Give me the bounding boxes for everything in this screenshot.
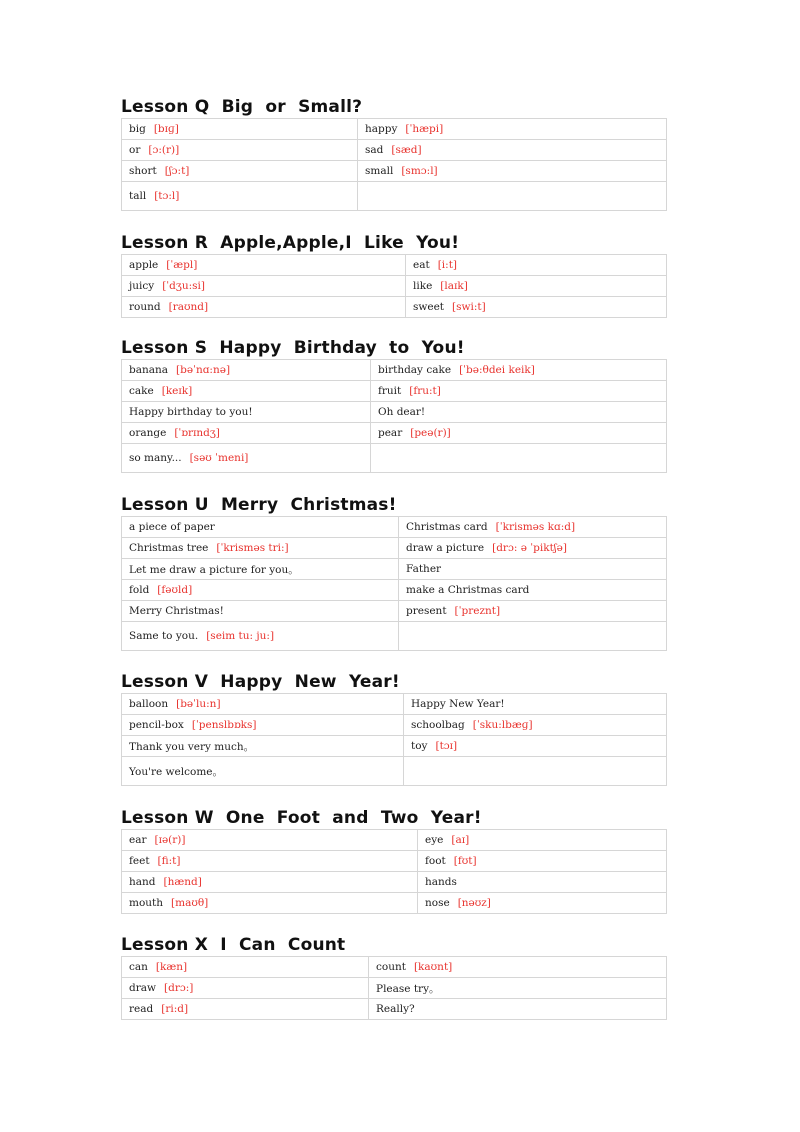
- vocab-cell: [122, 559, 399, 580]
- lesson-section: [121, 671, 667, 786]
- vocab-cell: [122, 423, 371, 444]
- vocab-word: like: [413, 280, 433, 292]
- vocab-word: happy: [365, 123, 398, 135]
- phonetic: [aɪ]: [451, 834, 470, 846]
- table-row: [122, 182, 667, 211]
- vocab-cell: [122, 736, 404, 757]
- vocab-cell: [122, 161, 358, 182]
- vocab-word: hand: [129, 876, 156, 888]
- phonetic: [fi:t]: [157, 855, 181, 867]
- vocab-word: present: [406, 605, 447, 617]
- vocab-cell: [122, 276, 406, 297]
- vocab-word: big: [129, 123, 146, 135]
- table-row: [122, 736, 667, 757]
- vocab-cell: [406, 276, 667, 297]
- table-row: [122, 622, 667, 651]
- vocab-cell: [122, 999, 369, 1020]
- vocab-word: birthday cake: [378, 364, 452, 376]
- vocab-word: a piece of paper: [129, 521, 215, 533]
- phonetic: [drɔ: ə ˈpiktʃə]: [492, 542, 567, 554]
- vocab-table: [121, 693, 667, 786]
- phonetic: [ˈɒrɪndʒ]: [174, 427, 220, 439]
- vocab-word: juicy: [129, 280, 155, 292]
- phonetic: [ˈkrisməs tri:]: [216, 542, 289, 554]
- phonetic: [seim tu: ju:]: [206, 630, 275, 642]
- vocab-cell: [122, 830, 418, 851]
- phonetic: [raʊnd]: [168, 301, 209, 313]
- vocab-word: short: [129, 165, 157, 177]
- lesson-title: Lesson U Merry Christmas!: [121, 495, 397, 515]
- table-row: [122, 161, 667, 182]
- vocab-cell: [418, 893, 667, 914]
- vocab-word: eye: [425, 834, 444, 846]
- table-row: [122, 423, 667, 444]
- vocab-table: [121, 516, 667, 651]
- phonetic: [nəʊz]: [457, 897, 491, 909]
- lesson-section: [121, 807, 667, 914]
- vocab-word: Oh dear!: [378, 406, 426, 418]
- vocab-word: mouth: [129, 897, 164, 909]
- vocab-word: Father: [406, 563, 442, 575]
- phonetic: [peə(r)]: [410, 427, 451, 439]
- vocab-cell: [404, 694, 667, 715]
- vocab-cell: [122, 360, 371, 381]
- vocab-cell: [122, 694, 404, 715]
- phonetic: [ri:d]: [161, 1003, 189, 1015]
- phonetic: [sæd]: [391, 144, 422, 156]
- vocab-word: Christmas card: [406, 521, 488, 533]
- vocab-word: can: [129, 961, 148, 973]
- vocab-word: toy: [411, 740, 428, 752]
- vocab-word: sad: [365, 144, 384, 156]
- table-row: [122, 559, 667, 580]
- phonetic: [ˈhæpi]: [405, 123, 444, 135]
- table-row: [122, 580, 667, 601]
- table-row: [122, 517, 667, 538]
- phonetic: [fəʊld]: [157, 584, 193, 596]
- vocab-cell: [122, 402, 371, 423]
- vocab-word: draw a picture: [406, 542, 485, 554]
- vocab-cell: [122, 182, 358, 211]
- vocab-word: eat: [413, 259, 430, 271]
- vocab-word: You're welcome。: [129, 765, 223, 778]
- phonetic: [ˈpreznt]: [454, 605, 501, 617]
- vocab-cell: [122, 255, 406, 276]
- vocab-cell: [399, 559, 667, 580]
- phonetic: [keɪk]: [161, 385, 193, 397]
- lesson-title: Lesson S Happy Birthday to You!: [121, 338, 465, 358]
- phonetic: [kæn]: [155, 961, 188, 973]
- table-row: [122, 715, 667, 736]
- phonetic: [bəˈlu:n]: [176, 698, 221, 710]
- vocab-word: round: [129, 301, 161, 313]
- phonetic: [drɔ:]: [164, 982, 194, 994]
- phonetic: [fru:t]: [409, 385, 441, 397]
- vocab-cell: [122, 140, 358, 161]
- vocab-cell: [404, 736, 667, 757]
- vocab-word: balloon: [129, 698, 169, 710]
- table-row: [122, 140, 667, 161]
- phonetic: [bəˈnɑ:nə]: [176, 364, 231, 376]
- vocab-cell: [406, 297, 667, 318]
- vocab-word: pencil-box: [129, 719, 184, 731]
- vocab-cell: [122, 517, 399, 538]
- table-row: [122, 444, 667, 473]
- vocab-cell: [371, 423, 667, 444]
- phonetic: [laɪk]: [440, 280, 468, 292]
- lesson-title: Lesson V Happy New Year!: [121, 672, 400, 692]
- phonetic: [tɔ:l]: [154, 190, 180, 202]
- lesson-title: Lesson X I Can Count: [121, 935, 346, 955]
- phonetic: [maʊθ]: [171, 897, 209, 909]
- table-row: [122, 360, 667, 381]
- vocab-cell: [406, 255, 667, 276]
- vocab-cell: [371, 381, 667, 402]
- vocab-cell: [399, 622, 667, 651]
- vocab-cell: [371, 444, 667, 473]
- table-row: [122, 978, 667, 999]
- vocab-word: count: [376, 961, 406, 973]
- table-row: [122, 999, 667, 1020]
- vocab-cell: [404, 715, 667, 736]
- vocab-word: banana: [129, 364, 169, 376]
- phonetic: [ˈæpl]: [166, 259, 198, 271]
- vocab-cell: [418, 830, 667, 851]
- vocab-cell: [122, 893, 418, 914]
- vocab-word: Happy New Year!: [411, 698, 505, 710]
- table-row: [122, 402, 667, 423]
- phonetic: [ɔ:(r)]: [148, 144, 180, 156]
- vocab-word: apple: [129, 259, 159, 271]
- vocab-table: [121, 956, 667, 1020]
- table-row: [122, 255, 667, 276]
- phonetic: [hænd]: [163, 876, 202, 888]
- table-row: [122, 119, 667, 140]
- vocab-cell: [122, 119, 358, 140]
- vocab-word: so many...: [129, 452, 182, 464]
- vocab-cell: [369, 978, 667, 999]
- vocab-word: sweet: [413, 301, 445, 313]
- vocab-cell: [122, 580, 399, 601]
- lesson-section: [121, 934, 667, 1020]
- vocab-table: [121, 254, 667, 318]
- vocab-word: Happy birthday to you!: [129, 406, 253, 418]
- vocab-word: Thank you very much。: [129, 740, 255, 753]
- vocab-word: foot: [425, 855, 446, 867]
- vocab-cell: [122, 381, 371, 402]
- table-row: [122, 694, 667, 715]
- vocab-word: make a Christmas card: [406, 584, 530, 596]
- vocab-word: draw: [129, 982, 156, 994]
- vocab-word: Really?: [376, 1003, 415, 1015]
- phonetic: [ˈpenslbɒks]: [191, 719, 257, 731]
- vocab-cell: [122, 622, 399, 651]
- table-row: [122, 381, 667, 402]
- vocab-word: feet: [129, 855, 150, 867]
- vocab-word: read: [129, 1003, 154, 1015]
- vocab-cell: [122, 978, 369, 999]
- vocab-cell: [369, 999, 667, 1020]
- vocab-word: fruit: [378, 385, 402, 397]
- vocab-cell: [122, 851, 418, 872]
- phonetic: [ʃɔ:t]: [164, 165, 190, 177]
- vocab-cell: [399, 538, 667, 559]
- lesson-section: [121, 96, 667, 211]
- vocab-word: ear: [129, 834, 147, 846]
- table-row: [122, 851, 667, 872]
- vocab-cell: [371, 402, 667, 423]
- phonetic: [ˈkrisməs kɑ:d]: [495, 521, 576, 533]
- phonetic: [ˈbə:θdei keik]: [459, 364, 535, 376]
- vocab-word: Let me draw a picture for you。: [129, 563, 299, 576]
- vocab-word: or: [129, 144, 141, 156]
- phonetic: [fʊt]: [453, 855, 477, 867]
- vocab-cell: [418, 851, 667, 872]
- table-row: [122, 893, 667, 914]
- vocab-word: tall: [129, 190, 147, 202]
- vocab-cell: [122, 538, 399, 559]
- phonetic: [swi:t]: [452, 301, 486, 313]
- vocab-cell: [358, 182, 667, 211]
- phonetic: [ˈdʒu:si]: [162, 280, 205, 292]
- phonetic: [ˈsku:lbæɡ]: [472, 719, 533, 731]
- vocab-cell: [122, 957, 369, 978]
- vocab-cell: [122, 444, 371, 473]
- vocab-cell: [122, 715, 404, 736]
- phonetic: [ɪə(r)]: [154, 834, 186, 846]
- vocab-cell: [358, 161, 667, 182]
- vocab-cell: [122, 601, 399, 622]
- vocab-word: hands: [425, 876, 457, 888]
- vocab-cell: [399, 580, 667, 601]
- vocab-cell: [358, 119, 667, 140]
- table-row: [122, 957, 667, 978]
- vocab-cell: [122, 297, 406, 318]
- lesson-title: Lesson W One Foot and Two Year!: [121, 808, 482, 828]
- phonetic: [kaʊnt]: [413, 961, 453, 973]
- vocab-word: schoolbag: [411, 719, 465, 731]
- vocab-word: Please try。: [376, 982, 440, 995]
- vocab-word: pear: [378, 427, 403, 439]
- lesson-section: [121, 232, 667, 318]
- vocab-cell: [371, 360, 667, 381]
- table-row: [122, 276, 667, 297]
- table-row: [122, 872, 667, 893]
- vocab-cell: [122, 872, 418, 893]
- vocab-cell: [404, 757, 667, 786]
- vocab-table: [121, 118, 667, 211]
- phonetic: [smɔ:l]: [401, 165, 438, 177]
- phonetic: [bɪɡ]: [153, 123, 179, 135]
- vocab-cell: [358, 140, 667, 161]
- table-row: [122, 297, 667, 318]
- vocab-cell: [418, 872, 667, 893]
- vocab-table: [121, 359, 667, 473]
- table-row: [122, 830, 667, 851]
- vocab-word: Merry Christmas!: [129, 605, 224, 617]
- phonetic: [səʊ ˈmeni]: [189, 452, 249, 464]
- vocab-word: Christmas tree: [129, 542, 209, 554]
- vocab-cell: [369, 957, 667, 978]
- vocab-cell: [399, 601, 667, 622]
- vocab-word: fold: [129, 584, 150, 596]
- lesson-title: Lesson Q Big or Small?: [121, 97, 363, 117]
- table-row: [122, 538, 667, 559]
- lesson-section: [121, 337, 667, 473]
- lesson-title: Lesson R Apple,Apple,I Like You!: [121, 233, 460, 253]
- vocab-cell: [399, 517, 667, 538]
- vocab-word: orange: [129, 427, 167, 439]
- table-row: [122, 601, 667, 622]
- vocab-word: nose: [425, 897, 450, 909]
- vocab-word: small: [365, 165, 394, 177]
- phonetic: [i:t]: [437, 259, 458, 271]
- table-row: [122, 757, 667, 786]
- vocab-word: cake: [129, 385, 154, 397]
- vocab-cell: [122, 757, 404, 786]
- vocab-word: Same to you.: [129, 630, 199, 642]
- phonetic: [tɔɪ]: [435, 740, 458, 752]
- vocab-table: [121, 829, 667, 914]
- lesson-section: [121, 494, 667, 651]
